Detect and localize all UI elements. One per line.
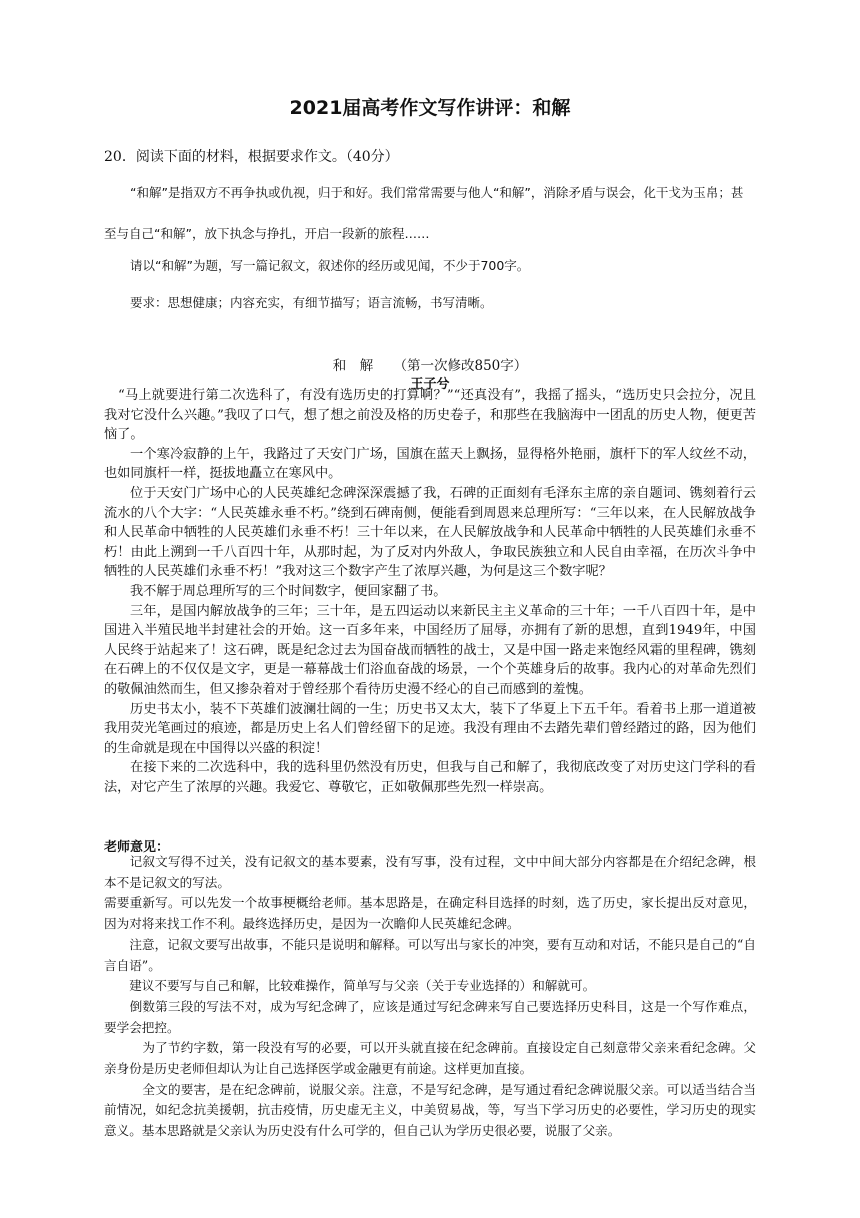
requirement-paragraph bbox=[104, 282, 754, 323]
essay-paragraph: 位于天安门广场中心的人民英雄纪念碑深深震撼了我，石碑的正面刻有毛泽东主席的亲自题词、镌刻着行云流水的八个大字：“人民英雄永垂不朽。”绕到石碑南侧，便能看到周恩来总理所写：“三年以来，在人民解放战争和人民革命中牺牲的人民英雄们永垂不朽！三十年以来，在人民解放战争和人民革命中牺牲的人民英雄们永垂不朽！由此上溯到一千八百四十年，从那时起，为了反对内外敌人，争取民族独立和人民自由幸福，在历次斗争中牺牲的人民英雄们永垂不朽！”我对这三个数字产生了浓厚兴趣，为何是这三个数字呢？ bbox=[104, 485, 756, 580]
essay-paragraph: 三年，是国内解放战争的三年；三十年，是五四运动以来新民主主义革命的三十年；一千八百四十年，是中国进入半殖民地半封建社会的开始。这一百多年来，中国经历了屈辱，亦拥有了新的思想，直到1949年，中国人民终于站起来了！这石碑，既是纪念过去为国奋战而牺牲的战士，又是中国一路走来饱经风霜的里程碑，镌刻在石碑上的不仅仅是文字，更是一幕幕战士们浴血奋战的场景，一个个英雄身后的故事。我内心的对革命先烈们的敬佩油然而生，但又掺杂着对于曾经那个看待历史漫不经心的自己而感到的羞愧。 bbox=[104, 603, 756, 697]
essay-paragraph: 我不解于周总理所写的三个时间数字，便回家翻了书。 bbox=[130, 583, 447, 599]
teacher-comment-label: 老师意见： bbox=[104, 840, 170, 855]
teacher-comment: 需要重新写。可以先发一个故事梗概给老师。基本思路是，在确定科目选择的时刻，选了历史，家长提出反对意见，因为对将来找工作不利。最终选择历史，是因为一次瞻仰人民英雄纪念碑。 bbox=[104, 895, 756, 932]
teacher-comment: 全文的要害，是在纪念碑前，说服父亲。注意，不是写纪念碑，是写通过看纪念碑说服父亲。可以适当结合当前情况，如纪念抗美援朝，抗击疫情，历史虚无主义，中美贸易战，等，写当下学习历史的必要性，学习历史的现实意义。基本思路就是父亲认为历史没有什么可学的，但自己认为学历史很必要，说服了父亲。 bbox=[104, 1081, 756, 1139]
teacher-comment: 为了节约字数，第一段没有写的必要，可以开头就直接在纪念碑前。直接设定自己刻意带父亲来看纪念碑。父亲身份是历史老师但却认为让自己选择医学或金融更有前途。这样更加直接。 bbox=[104, 1040, 756, 1077]
teacher-comment: 建议不要写与自己和解，比较难操作，简单写与父亲（关于专业选择的）和解就可。 bbox=[104, 978, 596, 994]
essay-paragraph: 在接下来的二次选科中，我的选科里仍然没有历史，但我与自己和解了，我彻底改变了对历史这门学科的看法，对它产生了浓厚的兴趣。我爱它、尊敬它，正如敬佩那些先烈一样崇高。 bbox=[104, 760, 756, 795]
instruction-paragraph bbox=[104, 245, 754, 286]
page-title: 2021届高考作文写作讲评：和解 bbox=[289, 97, 571, 119]
teacher-comments bbox=[104, 852, 756, 1142]
teacher-comment: 倒数第三段的写法不对，成为写纪念碑了，应该是通过写纪念碑来写自己要选择历史科目，这是一个写作难点，要学会把控。 bbox=[104, 998, 756, 1035]
essay-paragraph: 历史书太小，装不下英雄们波澜壮阔的一生；历史书又太大，装下了华夏上下五千年。看着书上那一道道被我用荧光笔画过的痕迹，都是历史上名人们曾经留下的足迹。我没有理由不去踏先辈们曾经踏过的路，因为他们的生命就是现在中国得以兴盛的积淀！ bbox=[104, 701, 756, 756]
question-line: 20．阅读下面的材料，根据要求作文。（40分） bbox=[104, 149, 399, 165]
material-text: “和解”是指双方不再争执或仇视，归于和好。我们常常需要与他人“和解”，消除矛盾与误会，化干戈为玉帛；甚至与自己“和解”，放下执念与挣扎，开启一段新的旅程…… bbox=[104, 185, 744, 241]
essay-body bbox=[104, 386, 756, 797]
essay-paragraph: “马上就要进行第二次选科了，有没有选历史的打算啊？”“还真没有”，我摇了摇头，“选历史只会拉分，况且我对它没什么兴趣。”我叹了口气，想了想之前没及格的历史卷子，和那些在我脑海中一团乱的历史人物，便更苦恼了。 bbox=[104, 388, 756, 443]
teacher-comment: 记叙文写得不过关，没有记叙文的基本要素，没有写事，没有过程，文中中间大部分内容都是在介绍纪念碑，根本不是记叙文的写法。 bbox=[104, 854, 756, 890]
requirement-text: 要求：思想健康；内容充实，有细节描写；语言流畅，书写清晰。 bbox=[130, 295, 493, 310]
essay-paragraph: 一个寒冷寂静的上午，我路过了天安门广场，国旗在蓝天上飘扬，显得格外艳丽，旗杆下的军人纹丝不动，也如同旗杆一样，挺拔地矗立在寒风中。 bbox=[104, 446, 756, 482]
instruction-text: 请以“和解”为题，写一篇记叙文，叙述你的经历或见闻，不少于700字。 bbox=[130, 258, 530, 273]
material-paragraph bbox=[104, 172, 754, 254]
teacher-comment: 注意，记叙文要写出故事，不能只是说明和解释。可以写出与家长的冲突，要有互动和对话，不能只是自己的“自言自语”。 bbox=[104, 936, 756, 973]
essay-heading: 和 解 （第一次修改850字） bbox=[332, 358, 528, 374]
essay-author: 王子兮 bbox=[410, 377, 450, 392]
